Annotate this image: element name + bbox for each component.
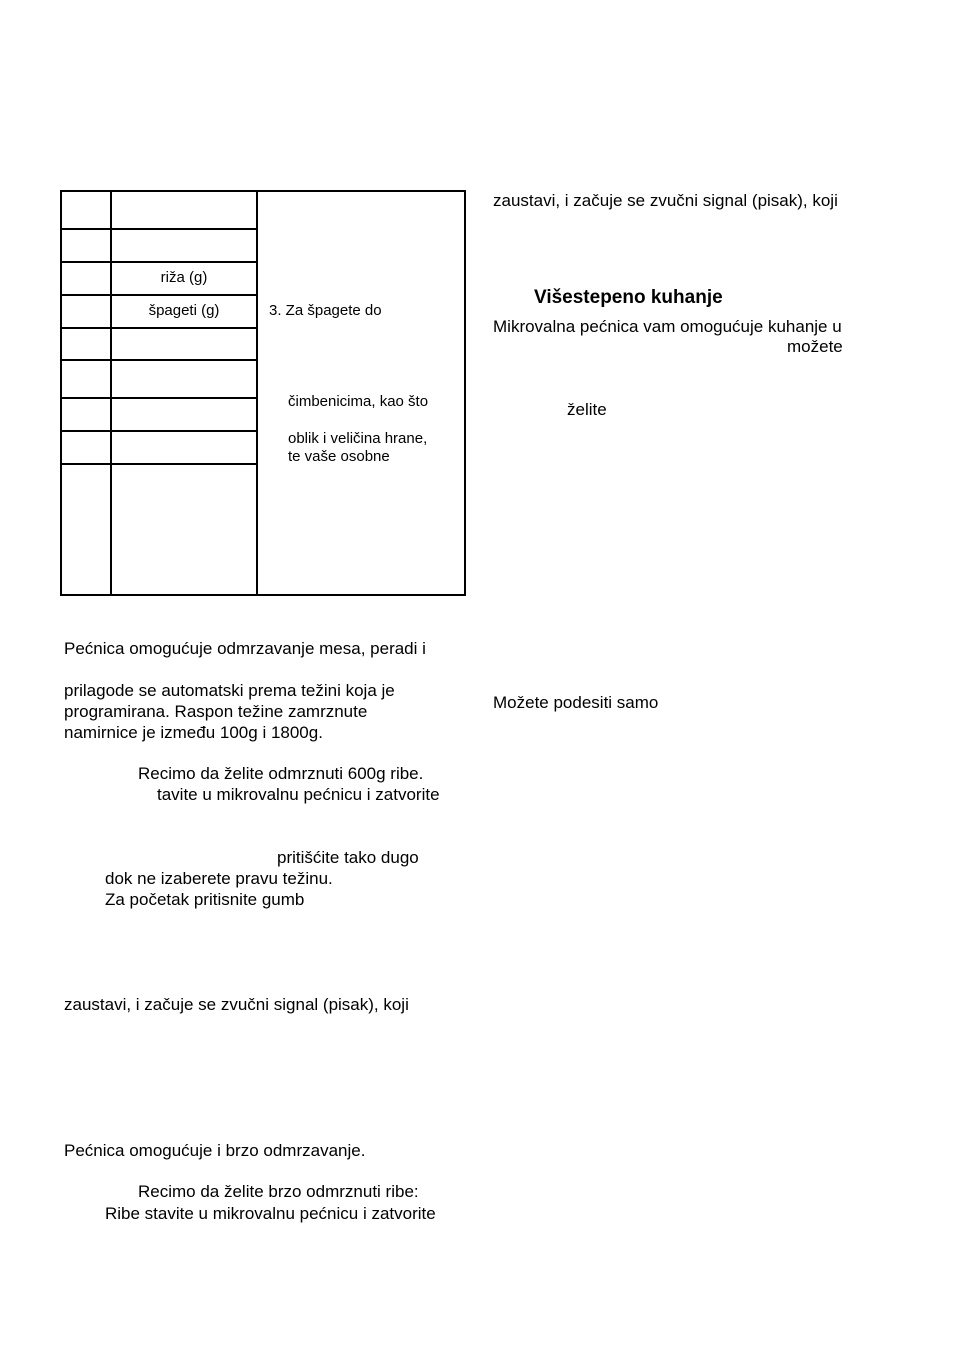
paragraph: možete [787, 337, 843, 356]
table-row-divider [60, 359, 257, 361]
paragraph: Za početak pritisnite gumb [105, 890, 305, 909]
table-cell-spageti: špageti (g) [148, 302, 220, 319]
paragraph: namirnice je između 100g i 1800g. [64, 723, 323, 742]
table-row-divider [60, 294, 257, 296]
paragraph: Recimo da želite brzo odmrznuti ribe: [138, 1182, 419, 1201]
table-note-line: oblik i veličina hrane, [288, 430, 428, 447]
paragraph: Možete podesiti samo [493, 693, 659, 712]
table-border-top [60, 190, 466, 192]
paragraph: želite [567, 400, 607, 419]
paragraph: tavite u mikrovalnu pećnicu i zatvorite [157, 785, 440, 804]
table-row-divider [60, 430, 257, 432]
paragraph: Recimo da želite odmrznuti 600g ribe. [138, 764, 424, 783]
paragraph: prilagode se automatski prema težini koja je [64, 681, 395, 700]
table-row-divider [60, 397, 257, 399]
table-row-divider [60, 327, 257, 329]
paragraph: zaustavi, i začuje se zvučni signal (pisak), koji [493, 191, 838, 210]
table-note-line: čimbenicima, kao što [288, 393, 429, 410]
table-cell-riza: riža (g) [160, 269, 208, 286]
paragraph: programirana. Raspon težine zamrznute [64, 702, 368, 721]
table-note-line: 3. Za špagete do [269, 302, 382, 319]
paragraph: Pećnica omogućuje odmrzavanje mesa, peradi i [64, 639, 426, 658]
paragraph: Pećnica omogućuje i brzo odmrzavanje. [64, 1141, 366, 1160]
table-row-divider [60, 228, 257, 230]
table-col-divider-2 [256, 190, 258, 596]
paragraph: pritišćite tako dugo [277, 848, 419, 867]
paragraph: zaustavi, i začuje se zvučni signal (pisak), koji [64, 995, 409, 1014]
table-row-divider [60, 261, 257, 263]
section-heading: Višestepeno kuhanje [534, 287, 723, 308]
table-border-right [464, 190, 466, 596]
table-note-line: te vaše osobne [288, 448, 390, 465]
paragraph: Mikrovalna pećnica vam omogućuje kuhanje u [493, 317, 842, 336]
table-row-divider [60, 463, 257, 465]
paragraph: dok ne izaberete pravu težinu. [105, 869, 333, 888]
table-border-bottom [60, 594, 466, 596]
table-col-divider-1 [110, 190, 112, 596]
paragraph: Ribe stavite u mikrovalnu pećnicu i zatvorite [105, 1204, 436, 1223]
table-border-left [60, 190, 62, 596]
